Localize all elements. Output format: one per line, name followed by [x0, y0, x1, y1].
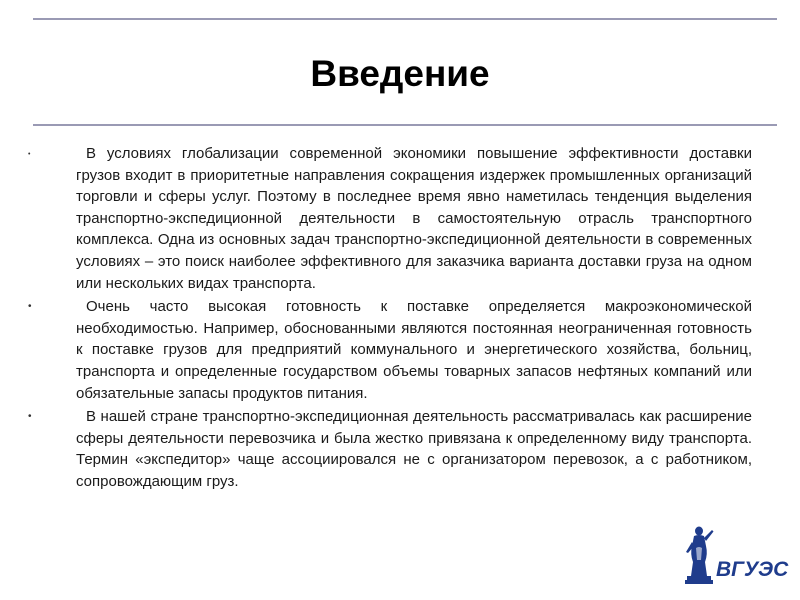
title-divider — [33, 124, 777, 126]
bullet-marker: • — [28, 151, 31, 158]
paragraph-globalization — [28, 143, 752, 294]
bullet-marker: • — [28, 301, 32, 313]
top-divider — [33, 18, 777, 20]
statue-figure-icon — [682, 524, 716, 586]
paragraph-text: В нашей стране транспортно-экспедиционная деятельность рассматривалась как расширение сферы деятельности перевозчика и была жестко привязана к определенному виду транспорта. Термин «экспедитор» чаще ассоциировался не с организатором перевозок, а с работником, сопровождающим груз. — [76, 408, 752, 490]
slide-title: Введение — [310, 53, 490, 94]
paragraph-history — [28, 406, 752, 492]
paragraph-text: В условиях глобализации современной экономики повышение эффективности доставки грузов входит в приоритетные направления сокращения издержек промышленных организаций торговли и сферы услуг. Поэтому в последнее время явно наметилась тенденция выделения транспортно-экспедиционной деятельности в самостоятельную отрасль транспортного комплекса. Одна из основных задач транспортно-экспедиционной деятельности в современных условиях – это поиск наиболее эффективного для заказчика варианта доставки груза на одном или нескольких видах транспорта. — [76, 145, 752, 292]
slide-body — [28, 143, 752, 495]
logo-text: ВГУЭС — [716, 558, 789, 581]
paragraph-text: Очень часто высокая готовность к поставке определяется макроэкономической необходимостью. Например, обоснованными являются постоянная неограниченная готовность к поставке грузов для предприятий коммунального и энергетического хозяйства, больниц, транспорта и определенные государством объемы товарных запасов нефтяных компаний или обязательные запасы продуктов питания. — [76, 298, 752, 402]
bullet-marker: • — [28, 411, 32, 423]
paragraph-readiness — [28, 296, 752, 404]
university-logo — [682, 524, 789, 590]
